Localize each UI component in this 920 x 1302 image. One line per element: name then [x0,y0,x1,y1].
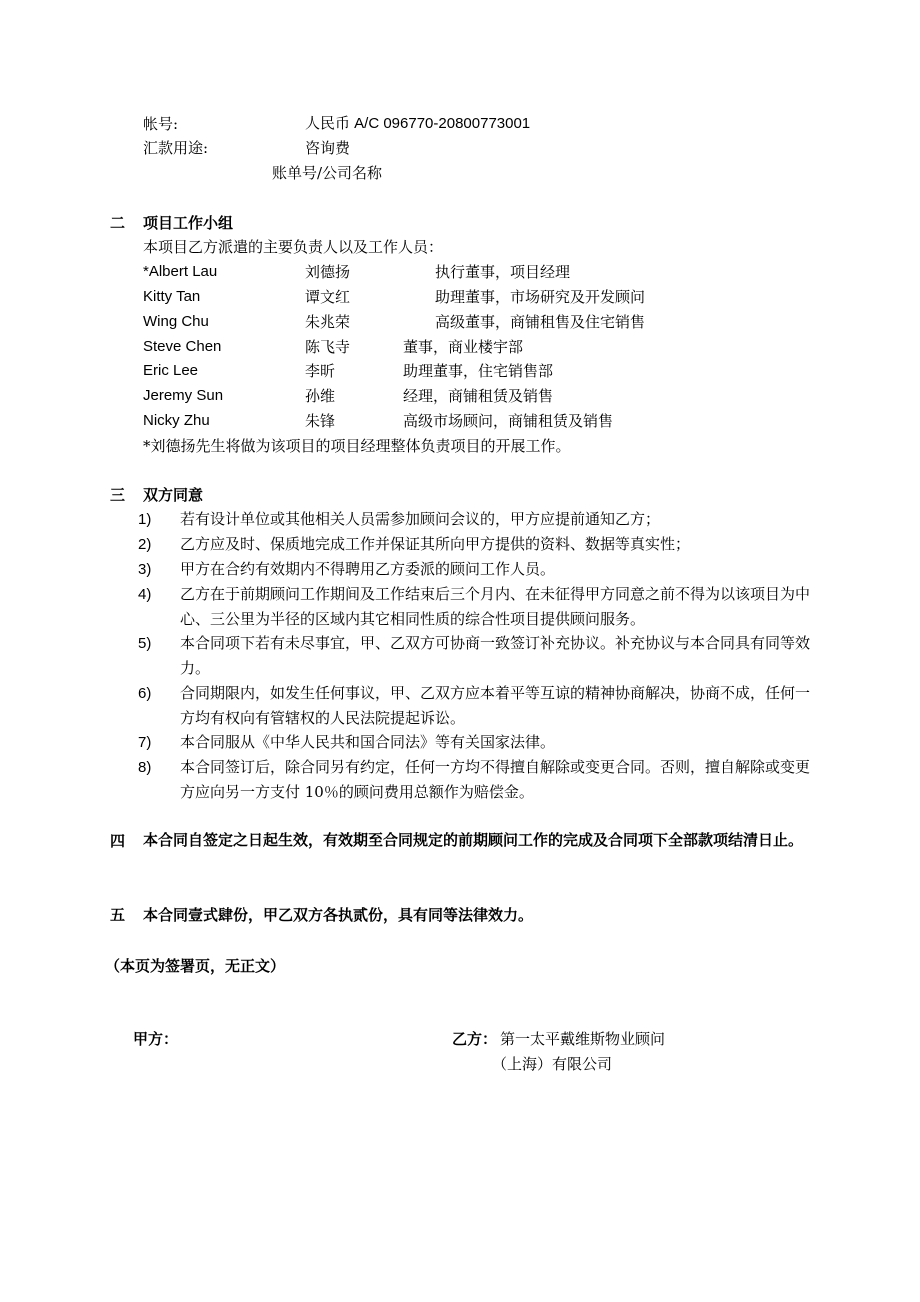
section3-heading: 双方同意 [143,486,204,504]
section2-intro: 本项目乙方派遣的主要负责人以及工作人员： [143,238,444,256]
member-role: 助理董事，住宅销售部 [403,362,554,380]
member-role: 董事，商业楼宇部 [403,338,524,356]
item-text: 乙方应及时、保质地完成工作并保证其所向甲方提供的资料、数据等真实性； [180,535,691,553]
member-role: 高级市场顾问，商铺租赁及销售 [403,412,614,430]
member-role: 助理董事，市场研究及开发顾问 [435,288,646,306]
item-number: 2) [138,536,152,553]
party-b-name-line2: （上海）有限公司 [492,1055,613,1073]
signature-page-note: （本页为签署页，无正文） [105,957,286,975]
purpose-label: 汇款用途: [143,139,209,157]
member-name: Kitty Tan [143,288,201,305]
party-b-label: 乙方： [452,1030,498,1048]
item-number: 1) [138,511,152,528]
member-role: 高级董事，商铺租售及住宅销售 [435,313,646,331]
item-number: 4) [138,586,152,603]
section5-number: 五 [110,906,126,924]
member-name: Wing Chu [143,313,209,330]
item-text: 若有设计单位或其他相关人员需参加顾问会议的，甲方应提前通知乙方； [180,510,661,528]
item-text: 本合同签订后，除合同另有约定，任何一方均不得擅自解除或变更合同。否则，擅自解除或变更方应向另一方支付 10％的顾问费用总额作为赔偿金。 [180,758,811,801]
item-number: 8) [138,759,152,776]
section2-number: 二 [110,214,126,232]
account-value: 人民币 A/C 096770-20800773001 [305,115,531,132]
member-name: Nicky Zhu [143,412,210,429]
section5-text: 本合同壹式肆份，甲乙双方各执贰份，具有同等法律效力。 [143,906,534,924]
member-cn-name: 朱锋 [305,412,336,430]
item-number: 6) [138,685,152,702]
party-b-name: 第一太平戴维斯物业顾问 [500,1030,666,1048]
item-text: 甲方在合约有效期内不得聘用乙方委派的顾问工作人员。 [180,560,556,578]
item-text: 乙方在于前期顾问工作期间及工作结束后三个月内、在未征得甲方同意之前不得为以该项目为中心、三公里为半径的区域内其它相同性质的综合性项目提供顾问服务。 [180,585,811,628]
section2-heading: 项目工作小组 [143,214,234,232]
section2-footnote: *刘德扬先生将做为该项目的项目经理整体负责项目的开展工作。 [143,437,571,455]
item-text: 本合同项下若有未尽事宜，甲、乙双方可协商一致签订补充协议。补充协议与本合同具有同等效力。 [180,634,811,677]
member-cn-name: 刘德扬 [305,263,351,281]
account-label: 帐号: [143,115,179,133]
item-text: 本合同服从《中华人民共和国合同法》等有关国家法律。 [180,733,556,751]
section3-number: 三 [110,486,126,504]
member-cn-name: 朱兆荣 [305,313,351,331]
item-number: 3) [138,561,152,578]
party-a-label: 甲方： [133,1030,179,1048]
section4-number: 四 [110,832,126,850]
member-role: 经理，商铺租赁及销售 [403,387,554,405]
member-role: 执行董事，项目经理 [435,263,571,281]
member-cn-name: 谭文红 [305,288,351,306]
item-number: 7) [138,734,152,751]
section4-text: 本合同自签定之日起生效，有效期至合同规定的前期顾问工作的完成及合同项下全部款项结清日止。 [143,831,804,849]
member-cn-name: 陈飞寺 [305,338,351,356]
purpose-value: 咨询费 [305,139,351,157]
member-name: *Albert Lau [143,263,218,280]
item-number: 5) [138,635,152,652]
item-text: 合同期限内，如发生任何事议，甲、乙双方应本着平等互谅的精神协商解决，协商不成，任何一方均有权向有管辖权的人民法院提起诉讼。 [180,684,811,727]
member-name: Steve Chen [143,338,222,355]
member-cn-name: 李昕 [305,362,336,380]
member-name: Jeremy Sun [143,387,224,404]
member-name: Eric Lee [143,362,199,379]
member-cn-name: 孙维 [305,387,336,405]
purpose-note: 账单号/公司名称 [272,164,383,182]
